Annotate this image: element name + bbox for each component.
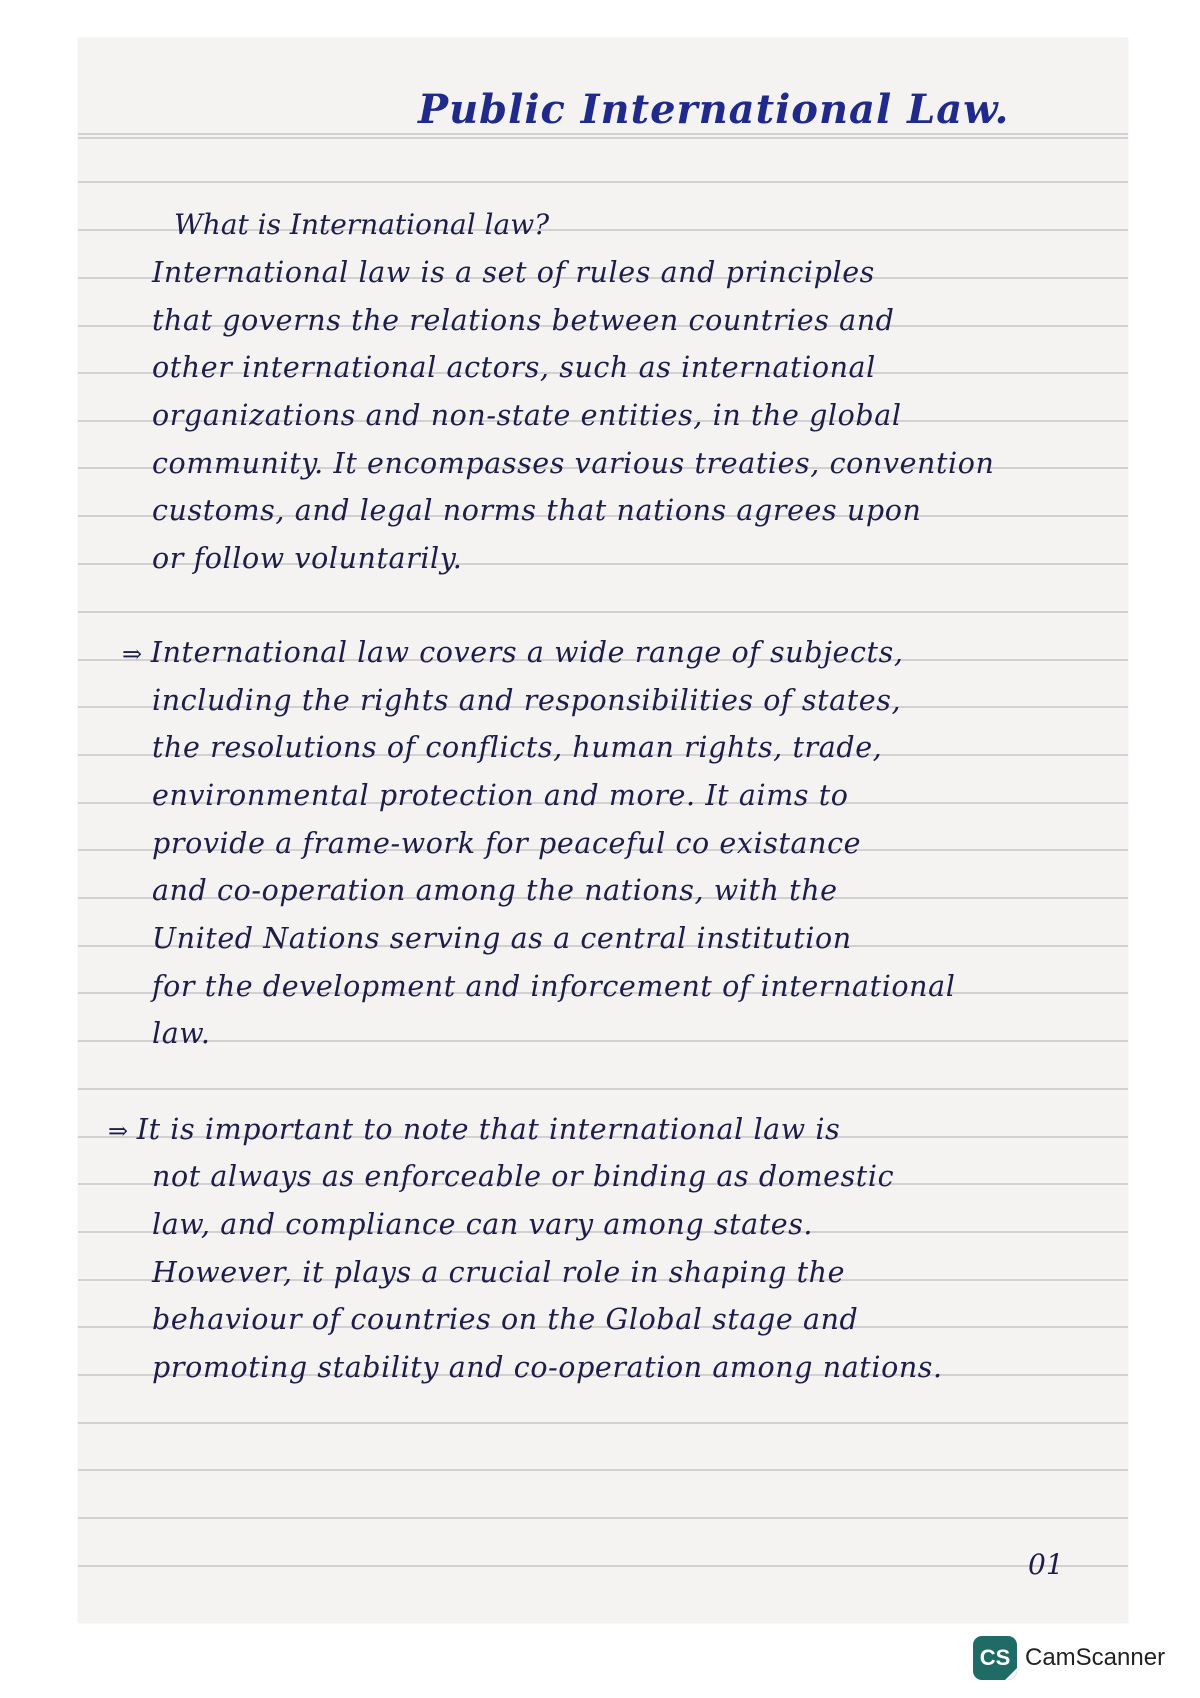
- paragraph-3-line: However, it plays a crucial role in shaping the: [152, 1256, 846, 1289]
- camscanner-watermark: [973, 1636, 1165, 1680]
- paragraph-1-line: other international actors, such as international: [152, 351, 876, 384]
- paragraph-2-line: for the development and inforcement of international: [152, 970, 956, 1003]
- paragraph-1-line: International law is a set of rules and principles: [152, 256, 875, 289]
- paragraph-1-line: or follow voluntarily.: [152, 542, 463, 575]
- paragraph-2-line: and co-operation among the nations, with the: [152, 874, 838, 907]
- paragraph-2-line: the resolutions of conflicts, human rights, trade,: [152, 731, 883, 764]
- paragraph-2-line: environmental protection and more. It aims to: [152, 779, 849, 812]
- paragraph-3-first-line: It is important to note that international law is: [136, 1113, 841, 1146]
- paragraph-1-line: community. It encompasses various treaties, convention: [152, 447, 995, 480]
- paragraph-1-line: organizations and non-state entities, in the global: [152, 399, 902, 432]
- paragraph-3-line: [108, 1113, 840, 1146]
- notebook-page: [78, 38, 1128, 1623]
- paragraph-2-line: provide a frame-work for peaceful co existance: [152, 827, 862, 860]
- section-question: What is International law?: [174, 208, 550, 241]
- paragraph-3-line: law, and compliance can vary among states.: [152, 1208, 814, 1241]
- arrow-icon: ⇒: [108, 1117, 129, 1145]
- paragraph-3-line: promoting stability and co-operation among nations.: [152, 1351, 943, 1384]
- paragraph-2-line: [122, 636, 904, 669]
- page-title: Public International Law.: [418, 86, 1010, 133]
- paragraph-1-line: customs, and legal norms that nations agrees upon: [152, 494, 922, 527]
- paragraph-2-line: including the rights and responsibilities of states,: [152, 684, 902, 717]
- camscanner-logo-icon: CS: [973, 1636, 1017, 1680]
- arrow-icon: ⇒: [122, 640, 143, 668]
- paragraph-2-first-line: International law covers a wide range of subjects,: [150, 636, 904, 669]
- paragraph-2-line: law.: [152, 1017, 211, 1050]
- page-number: 01: [1028, 1548, 1064, 1581]
- paragraph-3-line: not always as enforceable or binding as domestic: [152, 1160, 895, 1193]
- paragraph-3-line: behaviour of countries on the Global stage and: [152, 1303, 859, 1336]
- camscanner-label: CamScanner: [1025, 1644, 1166, 1671]
- paragraph-1-line: that governs the relations between countries and: [152, 304, 895, 337]
- paragraph-2-line: United Nations serving as a central institution: [152, 922, 852, 955]
